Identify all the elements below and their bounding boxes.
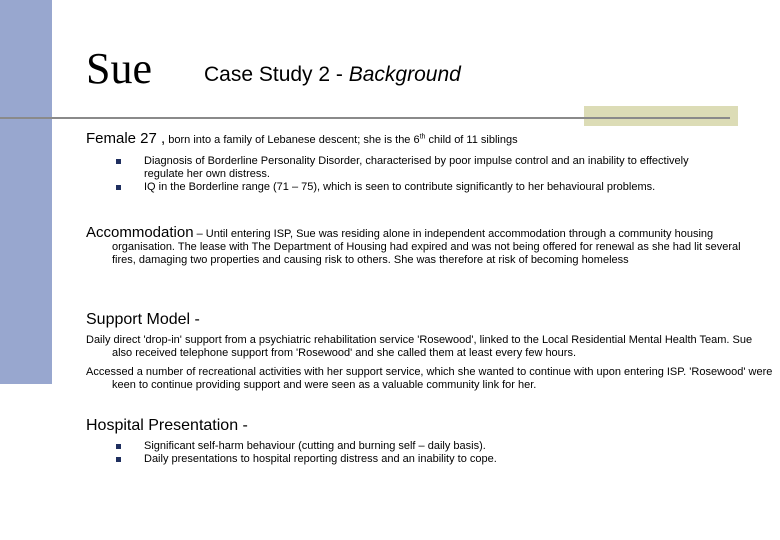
bullet-text: Diagnosis of Borderline Personality Disorder, characterised by poor impulse control and an inability to effectively regulate her own distress.	[144, 155, 689, 180]
support-paragraph-1: Daily direct 'drop-in' support from a psychiatric rehabilitation service 'Rosewood', linked to the Local Residential Mental Health Team. Sue also received telephone support from 'Rosewood' and she called them at least every few hours.	[86, 334, 753, 359]
list-item	[116, 155, 716, 181]
bullet-square-icon	[116, 185, 121, 190]
bullet-text: Significant self-harm behaviour (cutting and burning self – daily basis).	[144, 440, 486, 452]
bullet-square-icon	[116, 159, 121, 164]
accommodation-heading: Accommodation	[86, 224, 194, 241]
list-item	[116, 440, 716, 453]
accommodation-text: – Until entering ISP, Sue was residing alone in independent accommodation through a community housing organisation. The lease with The Department of Housing had expired and was not being offered for renewal as she had lit several fires, damaging two properties and causing risk to others. She was therefore at risk of becoming homeless	[112, 228, 741, 266]
accent-box	[584, 106, 738, 126]
subtitle-prefix: Case Study 2 -	[204, 63, 349, 86]
title-divider	[0, 117, 730, 119]
hospital-heading: Hospital Presentation -	[86, 417, 248, 434]
hospital-bullets	[116, 440, 716, 466]
list-item	[116, 181, 716, 194]
support-paragraph-2: Accessed a number of recreational activities with her support service, which she wanted to continue with upon entering ISP. 'Rosewood' were keen to continue providing support and were seen as a valuable community link for her.	[86, 366, 773, 391]
bullet-text: IQ in the Borderline range (71 – 75), which is seen to contribute significantly to her behavioural problems.	[144, 181, 656, 193]
profile-text-b: child of 11 siblings	[425, 134, 518, 146]
slide-subtitle	[204, 62, 461, 88]
bullet-text: Daily presentations to hospital reporting distress and an inability to cope.	[144, 453, 497, 465]
accommodation-paragraph	[86, 226, 764, 267]
list-item	[116, 453, 716, 466]
side-accent-bar	[0, 0, 52, 384]
subtitle-italic: Background	[348, 63, 461, 86]
profile-text-a: born into a family of Lebanese descent; she is the 6	[165, 134, 420, 146]
profile-bullets	[116, 155, 716, 194]
slide-title: Sue	[86, 44, 152, 93]
profile-line	[86, 132, 766, 147]
support-model-heading: Support Model -	[86, 311, 200, 328]
profile-sup: th	[419, 133, 426, 141]
bullet-square-icon	[116, 457, 121, 462]
profile-heading: Female 27 ,	[86, 130, 166, 147]
bullet-square-icon	[116, 444, 121, 449]
